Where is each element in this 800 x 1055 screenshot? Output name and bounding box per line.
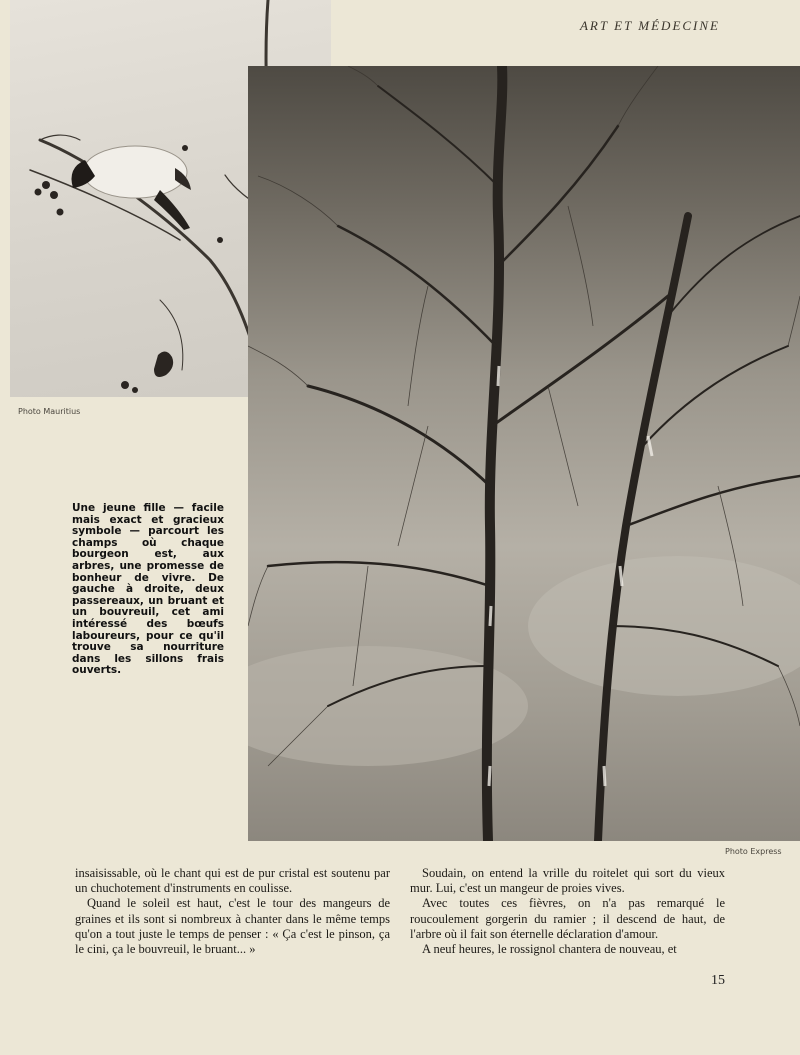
- article-paragraph: A neuf heures, le rossignol chantera de nouveau, et: [422, 942, 677, 957]
- birch-tree-photo: [248, 66, 800, 841]
- birch-tree-illustration: [248, 66, 800, 841]
- tree-photo-credit: Photo Express: [725, 847, 782, 856]
- article-left-column: [75, 866, 390, 957]
- article-right-column: [410, 866, 725, 957]
- page-number: 15: [711, 973, 725, 988]
- photo-caption: Une jeune fille — facile mais exact et gracieux symbole — parcourt les champs où chaque bourgeon est, aux arbres, une promesse de bonheur de vivre. De gauche à droite, deux passereaux, un bruant et un bouvreuil, cet ami intéressé des bœufs laboureurs, pour ce qu'il trouve sa nourriture dans les sillons frais ouverts.: [72, 502, 224, 677]
- article-paragraph: insaisissable, où le chant qui est de pur cristal est soutenu par un chuchotement d'instruments en coulisse.: [75, 866, 390, 896]
- article-paragraph: Quand le soleil est haut, c'est le tour des mangeurs de graines et ils sont si nombreux à chanter dans le même temps qu'on a tout juste le temps de penser : « Ça c'est le pinson, ça le cini, ça le bouvreuil, le bruant... »: [75, 896, 390, 957]
- section-header: ART ET MÉDECINE: [579, 18, 720, 33]
- bird-photo-credit: Photo Mauritius: [18, 407, 81, 416]
- article-paragraph: Soudain, on entend la vrille du roitelet qui sort du vieux mur. Lui, c'est un mangeur de proies vives.: [410, 866, 725, 896]
- article-paragraph: Avec toutes ces fièvres, on n'a pas remarqué le roucoulement gorgerin du ramier ; il descend de haut, de l'arbre où il fait son éternelle déclaration d'amour.: [410, 896, 725, 941]
